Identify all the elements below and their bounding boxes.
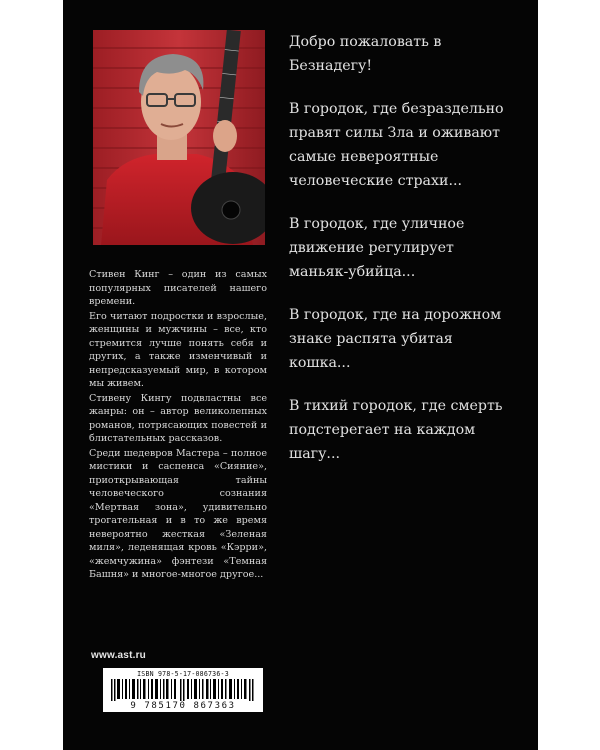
bio-paragraph-2: Его читают подростки и взрослые, женщины и мужчины – все, кто стремится лучше понять себя и других, а также изменчивый и непредсказуемый мир, в котором мы живем. xyxy=(89,310,267,389)
author-photo xyxy=(93,30,265,245)
author-biography xyxy=(89,268,267,583)
barcode xyxy=(103,668,263,712)
cover-tagline xyxy=(289,30,517,485)
tagline-evil-forces: В городок, где безраздельно правят силы Зла и оживают самые невероятные человеческие страхи... xyxy=(289,101,504,189)
tagline-death: В тихий городок, где смерть подстерегает на каждом шагу... xyxy=(289,398,503,462)
publisher-website: www.ast.ru xyxy=(91,650,146,661)
bio-paragraph-3: Стивену Кингу подвластны все жанры: он – автор великолепных романов, потрясающих повестей и блистательных рассказов. xyxy=(89,392,267,444)
tagline-cat: В городок, где на дорожном знаке распята убитая кошка... xyxy=(289,307,502,371)
author-photo-icon xyxy=(93,30,265,245)
isbn-number: ISBN 978-5-17-086736-3 xyxy=(137,670,229,678)
ean-digits: 9 785170 867363 xyxy=(130,701,236,711)
barcode-icon xyxy=(111,679,255,701)
book-back-cover xyxy=(63,0,538,750)
tagline-maniac: В городок, где уличное движение регулирует маньяк-убийца... xyxy=(289,216,465,280)
tagline-welcome: Добро пожаловать в Безнадегу! xyxy=(289,34,442,74)
bio-paragraph-4: Среди шедевров Мастера – полное мистики и саспенса «Сияние», приоткрывающая тайны человеческого сознания «Мертвая зона», удивительно трогательная и в то же время невероятно жесткая «Зеленая миля», леденящая кровь «Кэрри», «жемчужина» фэнтези «Темная Башня» и многое-многое другое... xyxy=(89,447,267,580)
bio-paragraph-1: Стивен Кинг – один из самых популярных писателей нашего времени. xyxy=(89,269,267,307)
